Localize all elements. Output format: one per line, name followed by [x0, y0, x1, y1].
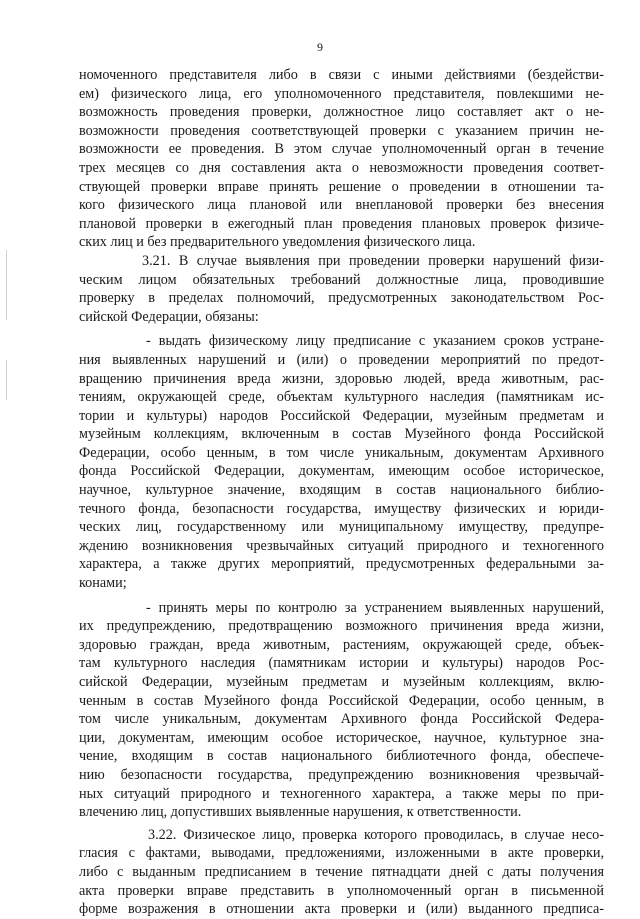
text-line: проверку в пределах полномочий, предусмотренных законодательством Рос-	[79, 290, 604, 307]
text-line: нию безопасности государства, предупреждению возникновения чрезвычай-	[79, 766, 604, 783]
text-line: форме возражения в отношении акта проверки и (или) выданного предписа-	[79, 901, 604, 918]
text-line: ждению возникновения чрезвычайных ситуаций природного и техногенного	[79, 537, 604, 554]
text-line: возможность проведения проверки, должностное лицо составляет акт о не-	[79, 104, 604, 121]
text-line: тории и культуры) народов Российской Федерации, музейным предметам и	[79, 407, 604, 424]
text-line: ских лиц и без предварительного уведомления физического лица.	[79, 234, 476, 251]
text-line: Федерации, особо ценным, в том числе уникальным, документам Архивного	[79, 444, 604, 461]
text-line: влечению лиц, допустивших выявленные нарушения, к ответственности.	[79, 804, 522, 821]
text-line: течного фонда, безопасности государства, имуществу физических и юриди-	[79, 500, 604, 517]
text-line: акта проверки вправе представить в уполномоченный орган в письменной	[79, 882, 604, 899]
text-line: трех месяцев со дня составления акта о невозможности проведения соответ-	[79, 159, 604, 176]
text-line: ческих лиц, государственному или муниципальному имуществу, предупре-	[79, 519, 604, 536]
text-line: ствующей проверки вправе принять решение о проведении в отношении та-	[79, 178, 604, 195]
text-line: музейным коллекциям, включенным в состав Музейного фонда Российской	[79, 426, 604, 443]
text-line: научное, культурное значение, входящим в состав национального библио-	[79, 482, 604, 499]
document-body	[79, 66, 604, 919]
text-line: характера, а также других мероприятий, предусмотренных федеральными за-	[79, 556, 604, 573]
text-line: том числе уникальным, документам Архивного фонда Российской Федера-	[79, 711, 604, 728]
text-line: кого физического лица плановой или внеплановой проверки без внесения	[79, 197, 604, 214]
paragraph-3-22-start: 3.22. Физическое лицо, проверка которого проводилась, в случае несо-	[148, 826, 604, 843]
text-line: там культурного наследия (памятникам истории и культуры) народов Рос-	[79, 655, 604, 672]
text-line: ческим лицом обязательных требований должностные лица, проводившие	[79, 271, 604, 288]
text-line: ния выявленных нарушений и (или) о проведении мероприятий по предот-	[79, 351, 604, 368]
paragraph-3-21-start: 3.21. В случае выявления при проведении проверки нарушений физи-	[142, 252, 604, 269]
bullet-item-2-start: - принять меры по контролю за устранением выявленных нарушений,	[146, 599, 604, 616]
text-line: гласия с фактами, выводами, предложениями, изложенными в акте проверки,	[79, 845, 604, 862]
text-line: сийской Федерации, музейным предметам и музейным коллекциям, вклю-	[79, 674, 604, 690]
text-line: ции, документам, имеющим особое историческое, научное, культурное зна-	[79, 729, 604, 746]
bullet-item-1-start: - выдать физическому лицу предписание с указанием сроков устране-	[146, 333, 604, 350]
text-line: тениям, окружающей среде, объектам культурного наследия (памятникам ис-	[79, 389, 604, 406]
text-line: возможности проведения соответствующей проверки с указанием причин не-	[79, 122, 604, 139]
text-line: возможности ее проведения. В этом случае уполномоченный орган в течение	[79, 141, 604, 158]
text-line: ем) физического лица, его уполномоченного представителя, повлекшими не-	[79, 85, 604, 102]
text-line: плановой проверки в ежегодный план проведения плановых проверок физиче-	[79, 215, 604, 232]
text-line: сийской Федерации, обязаны:	[79, 308, 259, 325]
text-line: вращению причинения вреда жизни, здоровью людей, вреда животным, рас-	[79, 370, 604, 387]
page-number: 9	[317, 40, 323, 54]
text-line: чение, входящим в состав национального библиотечного фонда, обеспече-	[79, 748, 604, 765]
text-line: ных ситуаций природного и техногенного характера, а также меры по при-	[79, 785, 604, 802]
text-line: ченным в состав Музейного фонда Российской Федерации, особо ценным, в	[79, 692, 604, 709]
text-line: фонда Российской Федерации, документам, имеющим особое историческое,	[79, 463, 604, 480]
scan-margin-mark	[6, 250, 7, 320]
text-line: либо с выданным предписанием в течение пятнадцати дней с даты получения	[79, 863, 604, 880]
text-line: здоровью граждан, вреда животным, растениям, окружающей среде, объек-	[79, 636, 604, 653]
scan-margin-mark	[6, 360, 7, 400]
text-line: их предупреждению, предотвращению возможного причинения вреда жизни,	[79, 618, 604, 635]
text-line: конами;	[79, 575, 127, 592]
text-line: номоченного представителя либо в связи с иными действиями (бездействи-	[79, 67, 604, 83]
